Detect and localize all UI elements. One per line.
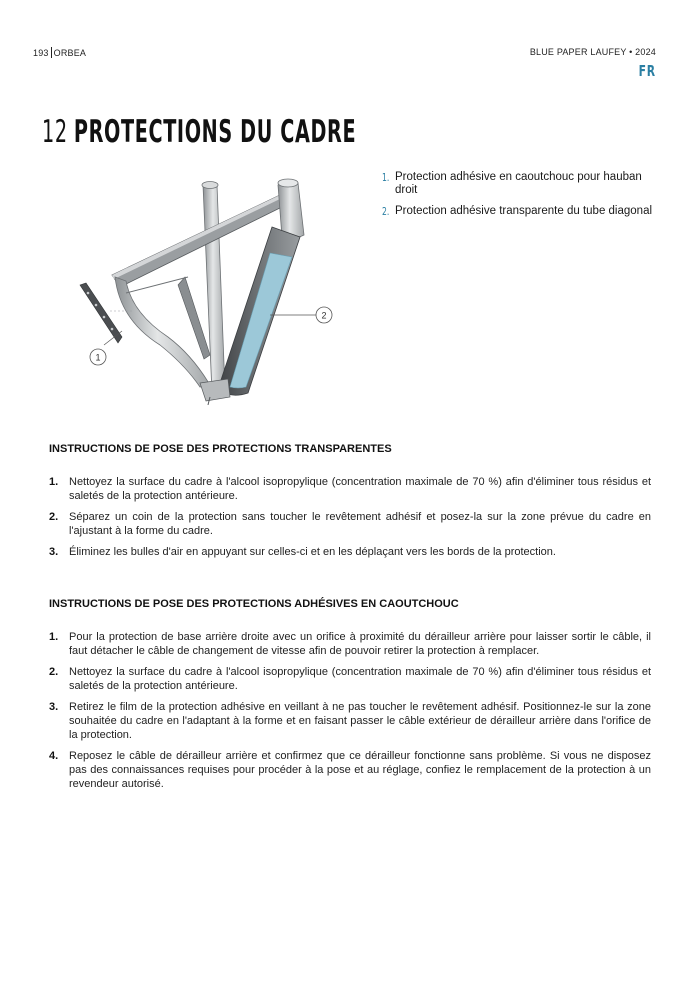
language-badge: FR bbox=[638, 62, 656, 80]
step-number: 1. bbox=[49, 476, 59, 488]
legend-label: Protection adhésive en caoutchouc pour hauban droit bbox=[395, 171, 642, 196]
step-number: 4. bbox=[49, 749, 59, 762]
section-heading: INSTRUCTIONS DE POSE DES PROTECTIONS ADHÉSIVES EN CAOUTCHOUC bbox=[49, 598, 459, 610]
chainstay-protection bbox=[80, 283, 122, 343]
section-heading: INSTRUCTIONS DE POSE DES PROTECTIONS TRANSPARENTES bbox=[49, 443, 392, 455]
instruction-step bbox=[49, 475, 651, 503]
frame-illustration bbox=[60, 165, 350, 405]
page-title bbox=[42, 112, 356, 152]
step-text: Pour la protection de base arrière droite avec un orifice à proximité du dérailleur arrière pour laisser sortir le câble, il faut détacher le câble de changement de vitesse afin de pouvoir retirer la protection à remplacer. bbox=[69, 631, 651, 658]
publication-title: BLUE PAPER LAUFEY • 2024 bbox=[529, 47, 656, 57]
page-number: 193 bbox=[33, 47, 49, 58]
legend-label: Protection adhésive transparente du tube diagonal bbox=[395, 205, 653, 217]
callout-2: 2 bbox=[321, 310, 327, 321]
legend-item bbox=[382, 205, 662, 218]
instruction-step bbox=[49, 700, 651, 743]
step-number: 2. bbox=[49, 665, 59, 678]
step-number: 2. bbox=[49, 510, 59, 523]
step-text: Reposez le câble de dérailleur arrière et confirmez que ce dérailleur fonctionne sans problème. Si vous ne disposez pas des connaissances requises pour procéder à la pose et au réglage, confiez le remplacement de la protection à un revendeur autorisé. bbox=[69, 749, 651, 791]
legend-number: 1. bbox=[382, 171, 390, 184]
figure-legend bbox=[382, 171, 662, 226]
instruction-step bbox=[49, 545, 651, 559]
header-divider bbox=[51, 47, 52, 58]
instruction-step bbox=[49, 665, 651, 693]
callout-1: 1 bbox=[95, 352, 101, 363]
rubber-protection-instructions bbox=[49, 598, 651, 798]
instruction-step bbox=[49, 749, 651, 792]
section-number: 12 bbox=[42, 114, 68, 150]
step-text: Séparez un coin de la protection sans toucher le revêtement adhésif et posez-la sur la zone prévue du cadre en l'ajustant à la forme du cadre. bbox=[69, 510, 651, 538]
step-text: Éliminez les bulles d'air en appuyant sur celles-ci et en les déplaçant vers les bords de la protection. bbox=[69, 545, 556, 558]
instruction-step bbox=[49, 510, 651, 538]
step-text: Nettoyez la surface du cadre à l'alcool isopropylique (concentration maximale de 70 %) afin d'éliminer tous résidus et saletés de la protection antérieure. bbox=[69, 476, 651, 503]
instruction-step bbox=[49, 630, 651, 658]
page-header-left bbox=[33, 47, 86, 58]
step-number: 1. bbox=[49, 631, 59, 643]
step-text: Retirez le film de la protection adhésive en veillant à ne pas toucher le revêtement adhésif. Positionnez-le sur la zone souhaitée du cadre en l'adaptant à la forme et en faisant passer le câble extérieur de dérailleur arrière dans l'orifice de la protection. bbox=[69, 700, 651, 742]
section-title: PROTECTIONS DU CADRE bbox=[73, 114, 357, 150]
step-number: 3. bbox=[49, 545, 59, 558]
brand-name: ORBEA bbox=[53, 47, 87, 58]
legend-item bbox=[382, 171, 662, 197]
step-number: 3. bbox=[49, 700, 59, 713]
legend-number: 2. bbox=[382, 205, 390, 218]
transparent-protection-instructions bbox=[49, 443, 651, 566]
step-text: Nettoyez la surface du cadre à l'alcool isopropylique (concentration maximale de 70 %) afin d'éliminer tous résidus et saletés de la protection antérieure. bbox=[69, 665, 651, 693]
